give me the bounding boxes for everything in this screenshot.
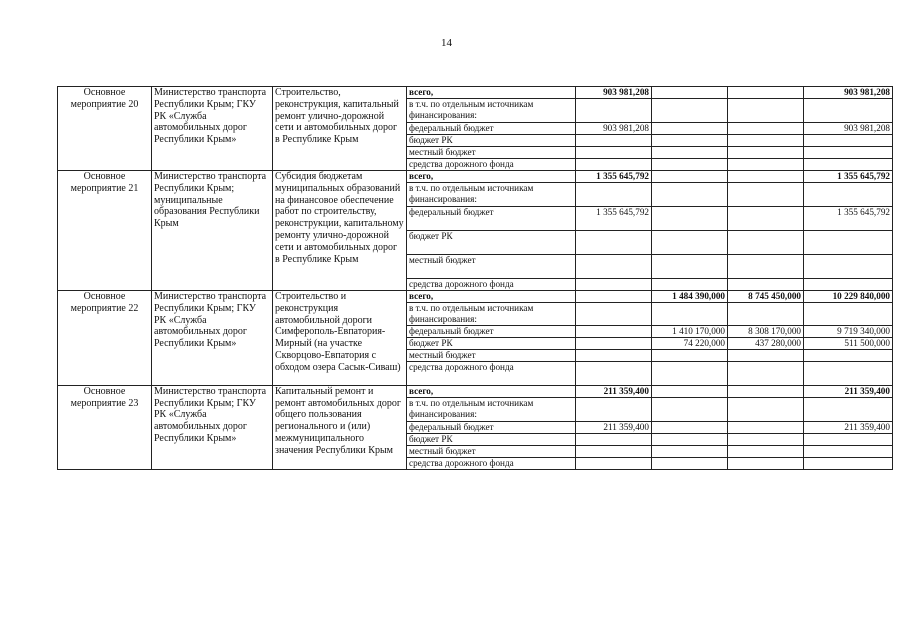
- amount-cell-v4: [804, 159, 893, 171]
- amount-cell-v3: [728, 303, 804, 326]
- amount-cell-v2: [652, 385, 728, 397]
- funding-source-label: средства дорожного фонда: [407, 457, 576, 469]
- measure-cell: Основное мероприятие 20: [58, 87, 152, 171]
- amount-cell-v3: 8 745 450,000: [728, 291, 804, 303]
- funding-source-label: в т.ч. по отдельным источникам финансирования:: [407, 397, 576, 421]
- description-cell: Субсидия бюджетам муниципальных образований на финансовое обеспечение работ по строительству, реконструкции, капитальному ремонту улично-дорожной сети и автомобильных дорог в Республике Крым: [273, 171, 407, 291]
- description-cell: Капитальный ремонт и ремонт автомобильных дорог общего пользования регионального и (или) межмуниципального значения Республики Крым: [273, 385, 407, 469]
- amount-cell-v1: [576, 231, 652, 255]
- table-row: [58, 385, 893, 397]
- amount-cell-v1: [576, 303, 652, 326]
- amount-cell-v4: 9 719 340,000: [804, 325, 893, 337]
- amount-cell-v4: [804, 433, 893, 445]
- funding-source-label: всего,: [407, 291, 576, 303]
- amount-cell-v1: [576, 99, 652, 123]
- funding-source-label: средства дорожного фонда: [407, 361, 576, 385]
- funding-source-label: местный бюджет: [407, 147, 576, 159]
- amount-cell-v2: 1 410 170,000: [652, 325, 728, 337]
- amount-cell-v2: [652, 433, 728, 445]
- amount-cell-v2: [652, 135, 728, 147]
- amount-cell-v4: 903 981,208: [804, 123, 893, 135]
- amount-cell-v3: [728, 183, 804, 207]
- amount-cell-v3: [728, 421, 804, 433]
- funding-source-label: в т.ч. по отдельным источникам финансирования:: [407, 303, 576, 326]
- amount-cell-v2: [652, 123, 728, 135]
- amount-cell-v3: [728, 255, 804, 279]
- funding-source-label: местный бюджет: [407, 255, 576, 279]
- funding-source-label: бюджет РК: [407, 337, 576, 349]
- measure-cell: Основное мероприятие 23: [58, 385, 152, 469]
- executor-cell: Министерство транспорта Республики Крым; ГКУ РК «Служба автомобильных дорог Республики Крым»: [152, 87, 273, 171]
- amount-cell-v2: [652, 457, 728, 469]
- amount-cell-v1: [576, 159, 652, 171]
- amount-cell-v2: [652, 87, 728, 99]
- funding-source-label: бюджет РК: [407, 231, 576, 255]
- executor-cell: Министерство транспорта Республики Крым; ГКУ РК «Служба автомобильных дорог Республики Крым»: [152, 385, 273, 469]
- amount-cell-v1: 211 359,400: [576, 421, 652, 433]
- amount-cell-v1: [576, 445, 652, 457]
- amount-cell-v2: [652, 159, 728, 171]
- measure-cell: Основное мероприятие 22: [58, 291, 152, 386]
- amount-cell-v1: 1 355 645,792: [576, 207, 652, 231]
- funding-source-label: всего,: [407, 171, 576, 183]
- amount-cell-v3: [728, 135, 804, 147]
- amount-cell-v1: [576, 397, 652, 421]
- funding-source-label: местный бюджет: [407, 445, 576, 457]
- amount-cell-v1: [576, 433, 652, 445]
- amount-cell-v4: 10 229 840,000: [804, 291, 893, 303]
- amount-cell-v2: [652, 171, 728, 183]
- funding-source-label: бюджет РК: [407, 433, 576, 445]
- table-body: [58, 87, 893, 470]
- amount-cell-v4: [804, 279, 893, 291]
- amount-cell-v2: [652, 183, 728, 207]
- amount-cell-v1: [576, 255, 652, 279]
- table-row: [58, 87, 893, 99]
- description-cell: Строительство и реконструкция автомобильной дороги Симферополь-Евпатория-Мирный (на участке Скворцово-Евпатория с обходом озера Сасык-Сиваш): [273, 291, 407, 386]
- amount-cell-v4: [804, 457, 893, 469]
- amount-cell-v3: 437 280,000: [728, 337, 804, 349]
- amount-cell-v4: [804, 255, 893, 279]
- amount-cell-v1: [576, 337, 652, 349]
- amount-cell-v1: 1 355 645,792: [576, 171, 652, 183]
- amount-cell-v4: [804, 361, 893, 385]
- funding-source-label: местный бюджет: [407, 349, 576, 361]
- amount-cell-v3: [728, 457, 804, 469]
- amount-cell-v4: 903 981,208: [804, 87, 893, 99]
- description-cell: Строительство, реконструкция, капитальный ремонт улично-дорожной сети и автомобильных дорог в Республике Крым: [273, 87, 407, 171]
- funding-source-label: средства дорожного фонда: [407, 159, 576, 171]
- amount-cell-v2: 1 484 390,000: [652, 291, 728, 303]
- amount-cell-v4: [804, 147, 893, 159]
- amount-cell-v2: [652, 207, 728, 231]
- amount-cell-v2: [652, 397, 728, 421]
- amount-cell-v3: [728, 279, 804, 291]
- executor-cell: Министерство транспорта Республики Крым; муниципальные образования Республики Крым: [152, 171, 273, 291]
- amount-cell-v2: [652, 255, 728, 279]
- amount-cell-v4: [804, 349, 893, 361]
- amount-cell-v4: 1 355 645,792: [804, 207, 893, 231]
- amount-cell-v2: [652, 231, 728, 255]
- amount-cell-v3: [728, 433, 804, 445]
- amount-cell-v3: [728, 147, 804, 159]
- amount-cell-v3: [728, 99, 804, 123]
- measure-cell: Основное мероприятие 21: [58, 171, 152, 291]
- amount-cell-v2: [652, 147, 728, 159]
- amount-cell-v3: [728, 397, 804, 421]
- table-row: [58, 171, 893, 183]
- amount-cell-v3: [728, 159, 804, 171]
- amount-cell-v1: 211 359,400: [576, 385, 652, 397]
- amount-cell-v1: [576, 457, 652, 469]
- amount-cell-v4: [804, 231, 893, 255]
- amount-cell-v1: [576, 135, 652, 147]
- amount-cell-v2: [652, 99, 728, 123]
- amount-cell-v4: 211 359,400: [804, 421, 893, 433]
- amount-cell-v3: [728, 87, 804, 99]
- funding-source-label: в т.ч. по отдельным источникам финансирования:: [407, 183, 576, 207]
- funding-source-label: федеральный бюджет: [407, 421, 576, 433]
- amount-cell-v3: [728, 361, 804, 385]
- amount-cell-v4: 211 359,400: [804, 385, 893, 397]
- amount-cell-v4: [804, 445, 893, 457]
- amount-cell-v2: [652, 421, 728, 433]
- page-number: 14: [441, 37, 452, 49]
- amount-cell-v2: [652, 303, 728, 326]
- funding-source-label: всего,: [407, 385, 576, 397]
- amount-cell-v3: [728, 385, 804, 397]
- funding-source-label: в т.ч. по отдельным источникам финансирования:: [407, 99, 576, 123]
- amount-cell-v4: [804, 397, 893, 421]
- amount-cell-v3: [728, 349, 804, 361]
- amount-cell-v1: [576, 183, 652, 207]
- amount-cell-v3: [728, 207, 804, 231]
- amount-cell-v3: [728, 123, 804, 135]
- amount-cell-v1: [576, 147, 652, 159]
- executor-cell: Министерство транспорта Республики Крым; ГКУ РК «Служба автомобильных дорог Республики Крым»: [152, 291, 273, 386]
- amount-cell-v4: [804, 99, 893, 123]
- amount-cell-v1: [576, 291, 652, 303]
- amount-cell-v2: [652, 349, 728, 361]
- amount-cell-v4: [804, 135, 893, 147]
- amount-cell-v3: [728, 171, 804, 183]
- amount-cell-v3: [728, 445, 804, 457]
- financing-table: [57, 86, 893, 470]
- amount-cell-v4: [804, 183, 893, 207]
- funding-source-label: бюджет РК: [407, 135, 576, 147]
- funding-source-label: федеральный бюджет: [407, 123, 576, 135]
- funding-source-label: федеральный бюджет: [407, 325, 576, 337]
- amount-cell-v4: 511 500,000: [804, 337, 893, 349]
- funding-source-label: всего,: [407, 87, 576, 99]
- funding-source-label: средства дорожного фонда: [407, 279, 576, 291]
- amount-cell-v1: [576, 279, 652, 291]
- amount-cell-v4: [804, 303, 893, 326]
- amount-cell-v1: 903 981,208: [576, 123, 652, 135]
- amount-cell-v1: [576, 361, 652, 385]
- amount-cell-v1: 903 981,208: [576, 87, 652, 99]
- table-row: [58, 291, 893, 303]
- amount-cell-v2: [652, 445, 728, 457]
- amount-cell-v2: [652, 361, 728, 385]
- amount-cell-v2: [652, 279, 728, 291]
- amount-cell-v2: 74 220,000: [652, 337, 728, 349]
- funding-source-label: федеральный бюджет: [407, 207, 576, 231]
- amount-cell-v4: 1 355 645,792: [804, 171, 893, 183]
- amount-cell-v1: [576, 349, 652, 361]
- amount-cell-v3: 8 308 170,000: [728, 325, 804, 337]
- amount-cell-v1: [576, 325, 652, 337]
- amount-cell-v3: [728, 231, 804, 255]
